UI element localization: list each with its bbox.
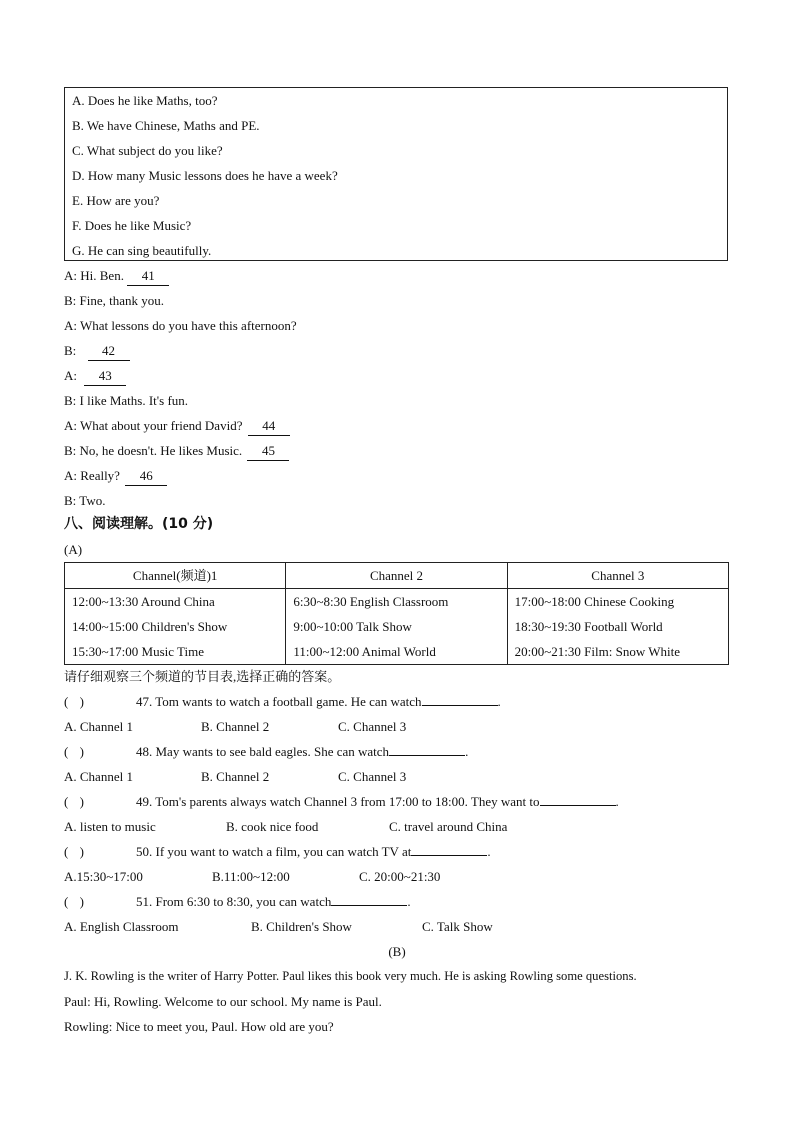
table-row (65, 589, 729, 615)
dialogue-text: A: What about your friend David? (64, 418, 246, 433)
question-end: . (465, 744, 469, 759)
dialogue-line (64, 288, 164, 313)
question-stem: 50. If you want to watch a film, you can watch TV at (136, 844, 412, 859)
options-box (64, 87, 728, 261)
choice-a: A. Channel 1 (64, 769, 133, 784)
answer-blank: 44 (248, 417, 290, 436)
dialogue-line (64, 313, 297, 338)
answer-blank: 45 (247, 442, 289, 461)
answer-blank: 43 (84, 367, 126, 386)
question-end: . (497, 694, 501, 709)
dialogue-text: A: Really? (64, 468, 124, 483)
dialogue-text: A: What lessons do you have this afternoon? (64, 318, 297, 333)
option-b: B. We have Chinese, Maths and PE. (72, 118, 260, 133)
choice-a: A. English Classroom (64, 919, 179, 934)
dialogue-text: B: No, he doesn't. He likes Music. (64, 443, 246, 458)
answer-paren: ( ) (64, 894, 88, 909)
table-cell: 11:00~12:00 Animal World (286, 639, 507, 665)
option-e: E. How are you? (72, 193, 160, 208)
part-b-label: (B) (388, 944, 406, 959)
table-cell: 15:30~17:00 Music Time (65, 639, 286, 665)
part-a-label: (A) (64, 542, 83, 557)
dialogue-line (64, 438, 289, 463)
choice-c: C. Channel 3 (338, 719, 407, 734)
option-c: C. What subject do you like? (72, 143, 223, 158)
answer-blank (389, 755, 465, 756)
question-51 (64, 889, 411, 914)
answer-blank (411, 855, 487, 856)
question-50 (64, 839, 491, 864)
dialogue-text: B: Fine, thank you. (64, 293, 165, 308)
instruction-text: 请仔细观察三个频道的节目表,选择正确的答案。 (64, 669, 341, 684)
table-cell: 20:00~21:30 Film: Snow White (507, 639, 728, 665)
answer-blank: 46 (125, 467, 167, 486)
question-stem: 48. May wants to see bald eagles. She can watch (136, 744, 390, 759)
section-heading: 八、阅读理解。(10 分) (64, 516, 214, 532)
answer-blank: 41 (127, 267, 169, 286)
choice-b: B. Children's Show (251, 919, 352, 934)
table-cell: 9:00~10:00 Talk Show (286, 614, 507, 639)
question-end: . (487, 844, 491, 859)
table-cell: 6:30~8:30 English Classroom (286, 589, 507, 615)
choice-b: B. Channel 2 (201, 719, 270, 734)
choice-c: C. 20:00~21:30 (359, 869, 441, 884)
table-header-row (65, 563, 729, 589)
dialogue-text: A: (64, 368, 81, 383)
choices-49 (64, 814, 764, 839)
choice-b: B. cook nice food (226, 819, 319, 834)
option-f: F. Does he like Music? (72, 218, 192, 233)
question-end: . (615, 794, 619, 809)
answer-paren: ( ) (64, 844, 88, 859)
dialogue-text: B: (64, 343, 80, 358)
choice-c: C. Channel 3 (338, 769, 407, 784)
dialogue-line (64, 363, 126, 388)
question-48 (64, 739, 468, 764)
choices-51 (64, 914, 764, 939)
table-cell: 14:00~15:00 Children's Show (65, 614, 286, 639)
answer-paren: ( ) (64, 694, 88, 709)
choice-c: C. Talk Show (422, 919, 493, 934)
question-end: . (407, 894, 411, 909)
dialogue-text: B: Two. (64, 493, 106, 508)
choice-b: B.11:00~12:00 (212, 869, 290, 884)
choices-47 (64, 714, 764, 739)
question-stem: 47. Tom wants to watch a football game. He can watch (136, 694, 422, 709)
table-header-cell: Channel(频道)1 (65, 563, 286, 589)
question-stem: 49. Tom's parents always watch Channel 3 from 17:00 to 18:00. They want to (136, 794, 540, 809)
choice-a: A. Channel 1 (64, 719, 133, 734)
answer-paren: ( ) (64, 794, 88, 809)
channel-table (64, 562, 729, 665)
choice-a: A.15:30~17:00 (64, 869, 143, 884)
dialogue-text: B: I like Maths. It's fun. (64, 393, 189, 408)
table-row (65, 639, 729, 665)
dialogue-text: A: Hi. Ben. (64, 268, 128, 283)
table-cell: 12:00~13:30 Around China (65, 589, 286, 615)
choices-50 (64, 864, 764, 889)
dialogue-line (64, 463, 167, 488)
table-header-cell: Channel 3 (507, 563, 728, 589)
answer-paren: ( ) (64, 744, 88, 759)
table-row (65, 614, 729, 639)
passage-line: Rowling: Nice to meet you, Paul. How old are you? (64, 1019, 334, 1034)
choice-c: C. travel around China (389, 819, 508, 834)
table-header-cell: Channel 2 (286, 563, 507, 589)
answer-blank (422, 705, 498, 706)
dialogue-line (64, 263, 169, 288)
answer-blank (540, 805, 616, 806)
table-cell: 17:00~18:00 Chinese Cooking (507, 589, 728, 615)
question-stem: 51. From 6:30 to 8:30, you can watch (136, 894, 332, 909)
answer-blank (331, 905, 407, 906)
choices-48 (64, 764, 764, 789)
option-d: D. How many Music lessons does he have a week? (72, 168, 338, 183)
dialogue-line (64, 413, 290, 438)
choice-a: A. listen to music (64, 819, 156, 834)
table-cell: 18:30~19:30 Football World (507, 614, 728, 639)
question-49 (64, 789, 619, 814)
dialogue-line (64, 488, 105, 513)
option-g: G. He can sing beautifully. (72, 243, 212, 258)
passage-line: J. K. Rowling is the writer of Harry Potter. Paul likes this book very much. He is asking Rowling some questions. (64, 969, 637, 983)
option-a: A. Does he like Maths, too? (72, 93, 218, 108)
dialogue-line (64, 338, 130, 363)
answer-blank: 42 (88, 342, 130, 361)
dialogue-line (64, 388, 188, 413)
passage-line: Paul: Hi, Rowling. Welcome to our school. My name is Paul. (64, 994, 382, 1009)
choice-b: B. Channel 2 (201, 769, 270, 784)
question-47 (64, 689, 501, 714)
